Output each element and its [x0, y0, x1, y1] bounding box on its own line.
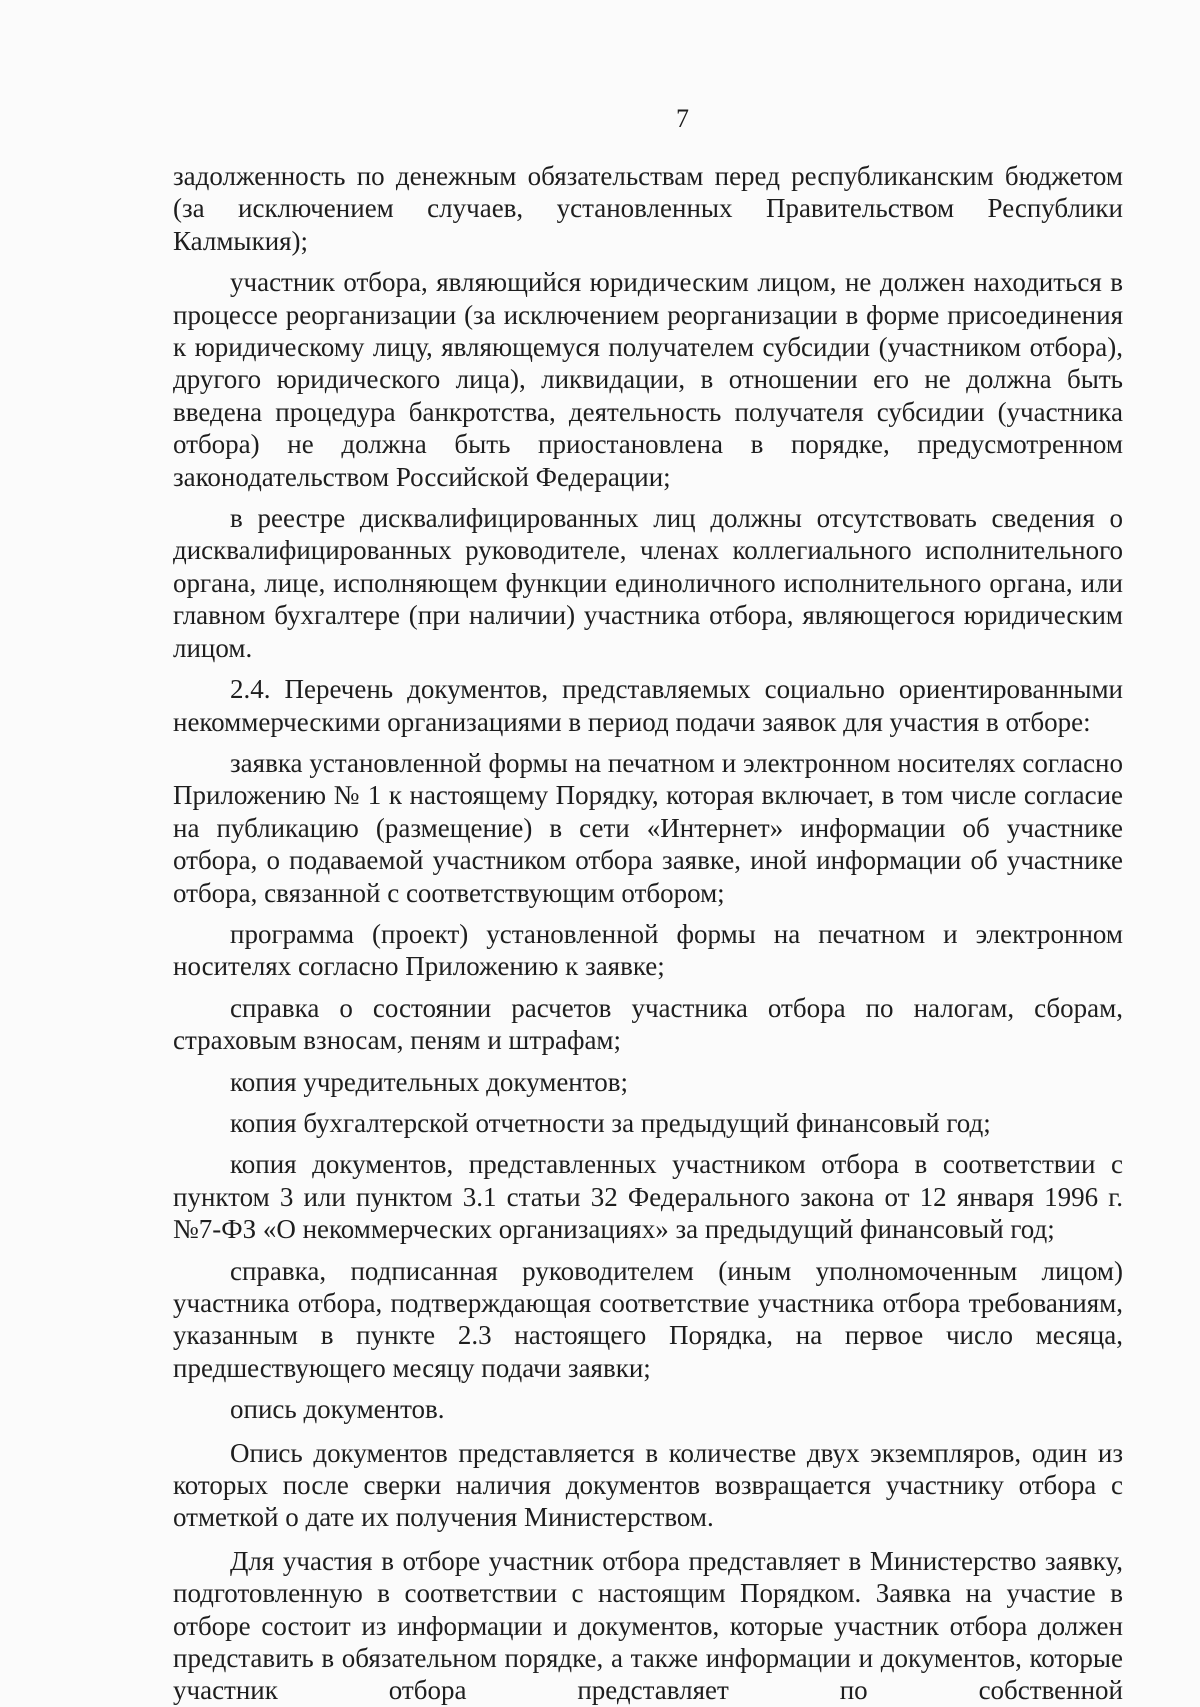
paragraph: справка о состоянии расчетов участника отбора по налогам, сборам, страховым взносам, пеням и штрафам; [173, 992, 1123, 1056]
paragraph: 2.4. Перечень документов, представляемых социально ориентированными некоммерческими организациями в период подачи заявок для участия в отборе: [173, 674, 1123, 737]
paragraph: справка, подписанная руководителем (иным уполномоченным лицом) участника отбора, подтверждающая соответствие участника отбора требованиям, указанным в пункте 2.3 настоящего Порядка, на первое число месяца, предшествующего месяцу подачи заявки; [173, 1255, 1123, 1383]
paragraph: задолженность по денежным обязательствам перед республиканским бюджетом (за исключением случаев, установленных Правительством Республики Калмыкия); [173, 161, 1123, 256]
paragraph: программа (проект) установленной формы на печатном и электронном носителях согласно Приложению к заявке; [173, 918, 1123, 982]
paragraph: копия учредительных документов; [230, 1066, 628, 1097]
paragraph: Для участия в отборе участник отбора представляет в Министерство заявку, подготовленную в соответствии с настоящим Порядком. Заявка на участие в отборе состоит из информации и документов, которые участник отбора должен представить в обязательном порядке, а также информации и документов, которые участник отбора представляет по собственной [173, 1545, 1123, 1706]
paragraph: участник отбора, являющийся юридическим лицом, не должен находиться в процессе реорганизации (за исключением реорганизации в форме присоединения к юридическому лицу, являющемуся получателем субсидии (участником отбора), другого юридического лица), ликвидации, в отношении его не должна быть введена процедура банкротства, деятельность получателя субсидии (участника отбора) не должна быть приостановлена в порядке, предусмотренном законодательством Российской Федерации; [173, 267, 1123, 492]
paragraph: копия документов, представленных участником отбора в соответствии с пунктом 3 или пунктом 3.1 статьи 32 Федерального закона от 12 января 1996 г. №7-ФЗ «О некоммерческих организациях» за предыдущий финансовый год; [173, 1149, 1123, 1245]
document-body [173, 160, 1123, 1707]
paragraph: заявка установленной формы на печатном и электронном носителях согласно Приложению № 1 к настоящему Порядку, которая включает, в том числе согласие на публикацию (размещение) в сети «Интернет» информации об участнике отбора, о подаваемой участником отбора заявке, иной информации об участнике отбора, связанной с соответствующим отбором; [173, 747, 1123, 908]
paragraph: в реестре дисквалифицированных лиц должны отсутствовать сведения о дисквалифицированных руководителе, членах коллегиального исполнительного органа, лице, исполняющем функции единоличного исполнительного органа, или главном бухгалтере (при наличии) участника отбора, являющегося юридическим лицом. [173, 503, 1123, 663]
paragraph: опись документов. [230, 1394, 445, 1425]
paragraph: копия бухгалтерской отчетности за предыдущий финансовый год; [230, 1107, 991, 1138]
page-number: 7 [676, 104, 689, 133]
paragraph: Опись документов представляется в количестве двух экземпляров, один из которых после сверки наличия документов возвращается участнику отбора с отметкой о дате их получения Министерством. [173, 1437, 1123, 1533]
